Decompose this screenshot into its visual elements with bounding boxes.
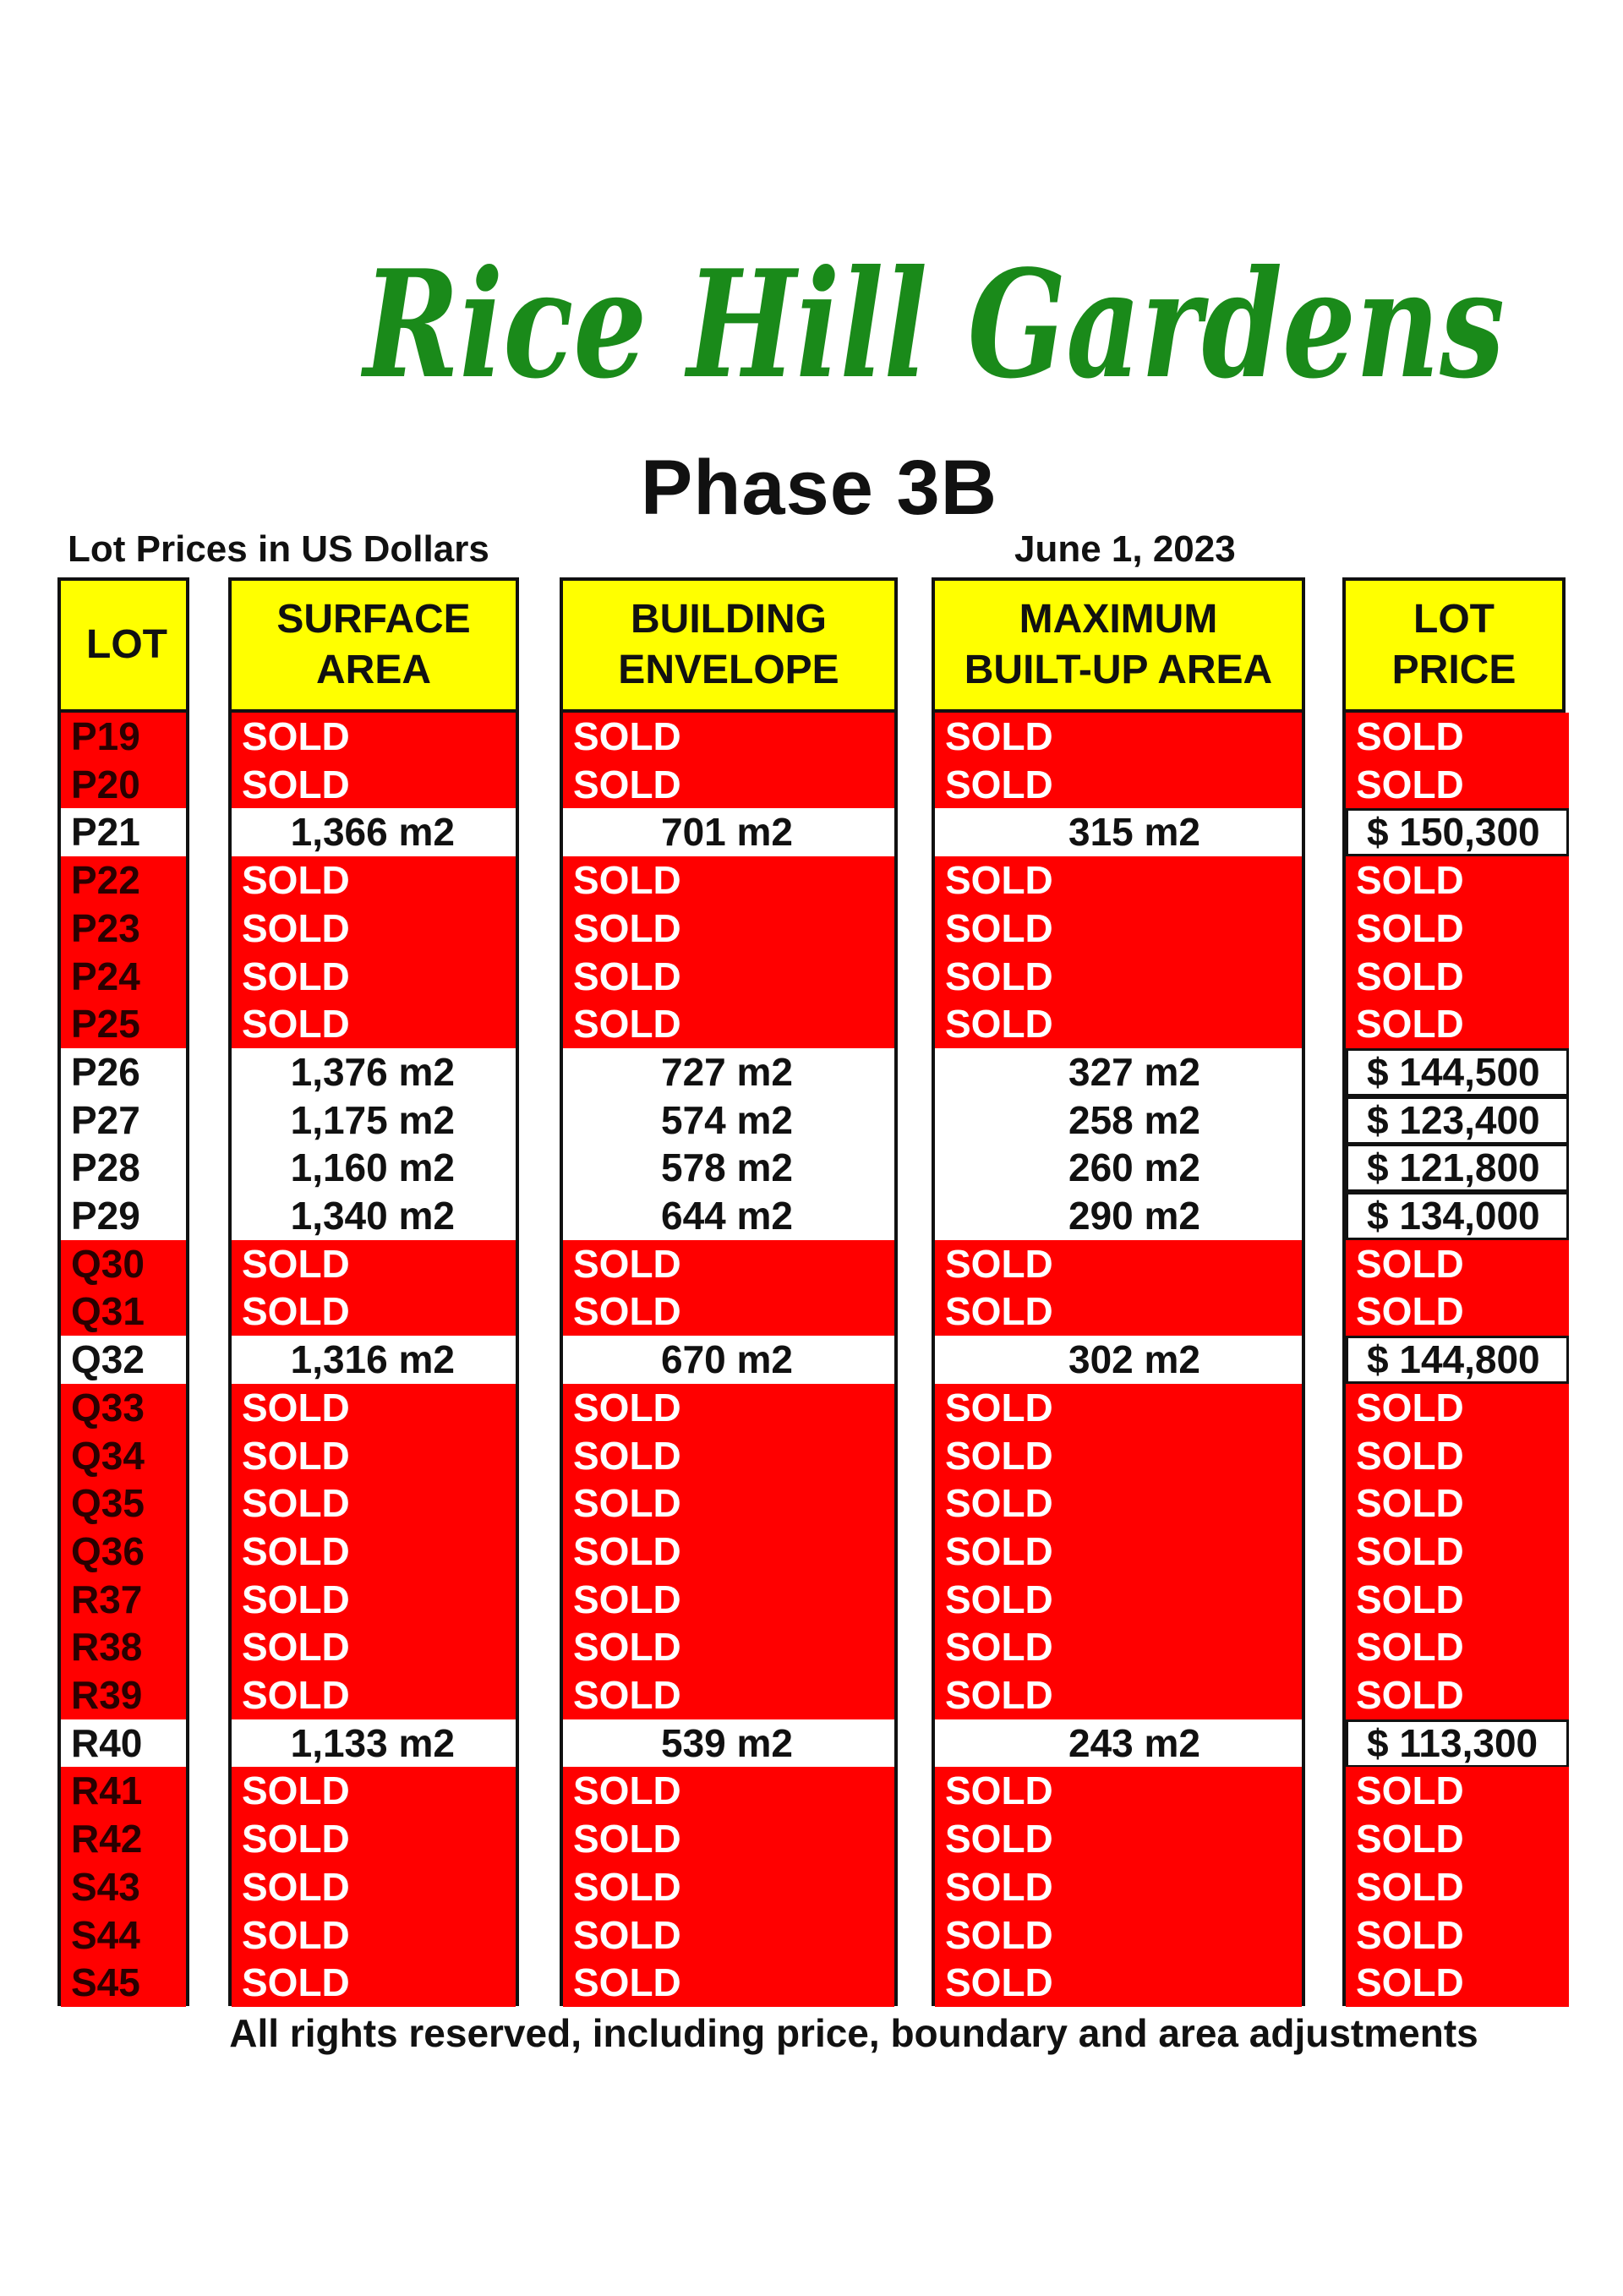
cell-lot: Q36	[61, 1528, 186, 1576]
cell-lot: S45	[61, 1959, 186, 2007]
header-lot-price: LOT PRICE	[1342, 577, 1566, 713]
cell-surface: 1,316 m2	[232, 1336, 516, 1384]
table-row	[0, 1287, 1623, 1336]
cell-surface: 1,340 m2	[232, 1192, 516, 1240]
cell-maximum: SOLD	[935, 1240, 1302, 1288]
table-row	[0, 808, 1623, 856]
cell-surface: SOLD	[232, 856, 516, 905]
cell-building: SOLD	[563, 1911, 894, 1960]
cell-surface: SOLD	[232, 1815, 516, 1863]
table-row	[0, 905, 1623, 953]
cell-price: SOLD	[1346, 953, 1569, 1001]
cell-lot: P21	[61, 808, 186, 856]
cell-building: SOLD	[563, 713, 894, 761]
column-divider	[57, 713, 61, 2006]
table-row	[0, 1048, 1623, 1096]
cell-lot: P23	[61, 905, 186, 953]
table-row	[0, 1911, 1623, 1960]
table-row	[0, 1096, 1623, 1145]
cell-maximum: 315 m2	[935, 808, 1302, 856]
header-lot: LOT	[57, 577, 189, 713]
cell-maximum: 327 m2	[935, 1048, 1302, 1096]
cell-building: SOLD	[563, 1863, 894, 1911]
cell-building: SOLD	[563, 1623, 894, 1671]
cell-surface: SOLD	[232, 953, 516, 1001]
cell-surface: 1,366 m2	[232, 808, 516, 856]
cell-building: SOLD	[563, 1959, 894, 2007]
cell-building: SOLD	[563, 1671, 894, 1719]
table-row	[0, 1623, 1623, 1671]
cell-surface: SOLD	[232, 1959, 516, 2007]
cell-maximum: 260 m2	[935, 1144, 1302, 1192]
cell-lot: Q31	[61, 1287, 186, 1336]
cell-surface: SOLD	[232, 1671, 516, 1719]
cell-maximum: SOLD	[935, 1432, 1302, 1480]
price-currency-note: Lot Prices in US Dollars	[68, 528, 489, 570]
cell-building: SOLD	[563, 1576, 894, 1624]
logo-graphic	[355, 228, 1522, 440]
cell-price: $ 123,400	[1346, 1096, 1569, 1145]
cell-lot: P25	[61, 1000, 186, 1048]
cell-lot: P26	[61, 1048, 186, 1096]
logo-text: Rice Hill Gardens	[360, 238, 1506, 412]
cell-building: SOLD	[563, 1432, 894, 1480]
cell-surface: SOLD	[232, 1287, 516, 1336]
cell-maximum: 258 m2	[935, 1096, 1302, 1145]
cell-building: SOLD	[563, 1384, 894, 1432]
cell-building: 539 m2	[563, 1719, 894, 1768]
cell-surface: 1,376 m2	[232, 1048, 516, 1096]
cell-building: SOLD	[563, 1479, 894, 1528]
table-row	[0, 1479, 1623, 1528]
table-row	[0, 1192, 1623, 1240]
cell-price: SOLD	[1346, 1576, 1569, 1624]
cell-maximum: 302 m2	[935, 1336, 1302, 1384]
cell-surface: SOLD	[232, 761, 516, 809]
table-row	[0, 1671, 1623, 1719]
cell-building: SOLD	[563, 905, 894, 953]
cell-lot: P19	[61, 713, 186, 761]
cell-surface: SOLD	[232, 1384, 516, 1432]
cell-maximum: SOLD	[935, 1671, 1302, 1719]
cell-price: $ 121,800	[1346, 1144, 1569, 1192]
cell-surface: SOLD	[232, 905, 516, 953]
cell-maximum: SOLD	[935, 761, 1302, 809]
cell-maximum: SOLD	[935, 1000, 1302, 1048]
cell-lot: S43	[61, 1863, 186, 1911]
cell-price: SOLD	[1346, 1815, 1569, 1863]
cell-maximum: SOLD	[935, 1623, 1302, 1671]
cell-lot: P20	[61, 761, 186, 809]
cell-building: 670 m2	[563, 1336, 894, 1384]
cell-price: SOLD	[1346, 1911, 1569, 1960]
cell-surface: SOLD	[232, 1000, 516, 1048]
cell-building: SOLD	[563, 1815, 894, 1863]
table-row	[0, 1528, 1623, 1576]
table-row	[0, 1336, 1623, 1384]
cell-lot: Q34	[61, 1432, 186, 1480]
cell-maximum: SOLD	[935, 713, 1302, 761]
cell-price: SOLD	[1346, 1240, 1569, 1288]
table-row	[0, 1384, 1623, 1432]
table-row	[0, 856, 1623, 905]
table-row	[0, 1767, 1623, 1815]
header-maximum-built-up-area: MAXIMUM BUILT-UP AREA	[932, 577, 1305, 713]
header-surface-area: SURFACE AREA	[228, 577, 519, 713]
cell-maximum: SOLD	[935, 1767, 1302, 1815]
cell-surface: 1,175 m2	[232, 1096, 516, 1145]
cell-building: SOLD	[563, 1767, 894, 1815]
cell-building: SOLD	[563, 1000, 894, 1048]
cell-lot: R41	[61, 1767, 186, 1815]
cell-surface: SOLD	[232, 1479, 516, 1528]
table-row	[0, 1863, 1623, 1911]
column-divider	[1302, 713, 1305, 2006]
cell-lot: P22	[61, 856, 186, 905]
cell-price: SOLD	[1346, 761, 1569, 809]
cell-building: 727 m2	[563, 1048, 894, 1096]
cell-lot: R37	[61, 1576, 186, 1624]
cell-price: SOLD	[1346, 1000, 1569, 1048]
cell-price: SOLD	[1346, 1479, 1569, 1528]
column-divider	[516, 713, 519, 2006]
table-row	[0, 1000, 1623, 1048]
cell-building: SOLD	[563, 1240, 894, 1288]
cell-maximum: SOLD	[935, 953, 1302, 1001]
cell-price: SOLD	[1346, 1959, 1569, 2007]
cell-price: $ 150,300	[1346, 808, 1569, 856]
table-row	[0, 1815, 1623, 1863]
cell-price: SOLD	[1346, 1671, 1569, 1719]
page-title: Phase 3B	[640, 445, 998, 531]
cell-lot: Q35	[61, 1479, 186, 1528]
cell-price: SOLD	[1346, 1287, 1569, 1336]
table-row	[0, 953, 1623, 1001]
cell-lot: R42	[61, 1815, 186, 1863]
cell-price: SOLD	[1346, 1384, 1569, 1432]
column-divider	[560, 713, 563, 2006]
cell-surface: SOLD	[232, 1911, 516, 1960]
cell-maximum: SOLD	[935, 1959, 1302, 2007]
cell-maximum: 290 m2	[935, 1192, 1302, 1240]
cell-maximum: SOLD	[935, 1479, 1302, 1528]
cell-maximum: SOLD	[935, 1528, 1302, 1576]
column-divider	[1342, 713, 1346, 2006]
table-row	[0, 1432, 1623, 1480]
cell-lot: P29	[61, 1192, 186, 1240]
cell-price: SOLD	[1346, 905, 1569, 953]
cell-maximum: SOLD	[935, 1287, 1302, 1336]
table-row	[0, 1144, 1623, 1192]
cell-maximum: SOLD	[935, 905, 1302, 953]
column-divider	[228, 713, 232, 2006]
cell-building: 644 m2	[563, 1192, 894, 1240]
cell-price: $ 144,800	[1346, 1336, 1569, 1384]
cell-lot: P28	[61, 1144, 186, 1192]
cell-surface: SOLD	[232, 1528, 516, 1576]
cell-price: SOLD	[1346, 1623, 1569, 1671]
cell-lot: P27	[61, 1096, 186, 1145]
cell-maximum: SOLD	[935, 1863, 1302, 1911]
cell-lot: P24	[61, 953, 186, 1001]
cell-lot: Q30	[61, 1240, 186, 1288]
cell-building: SOLD	[563, 1528, 894, 1576]
cell-price: SOLD	[1346, 1432, 1569, 1480]
cell-surface: SOLD	[232, 1623, 516, 1671]
table-row	[0, 1240, 1623, 1288]
column-divider	[932, 713, 935, 2006]
cell-price: SOLD	[1346, 713, 1569, 761]
cell-surface: SOLD	[232, 1863, 516, 1911]
cell-building: 578 m2	[563, 1144, 894, 1192]
header-building-envelope: BUILDING ENVELOPE	[560, 577, 898, 713]
column-divider	[894, 713, 898, 2006]
footer-disclaimer: All rights reserved, including price, boundary and area adjustments	[229, 2011, 1478, 2055]
cell-lot: R40	[61, 1719, 186, 1768]
cell-lot: S44	[61, 1911, 186, 1960]
price-date: June 1, 2023	[1014, 528, 1236, 570]
rice-hill-gardens-logo	[355, 228, 1522, 440]
cell-price: SOLD	[1346, 1863, 1569, 1911]
cell-lot: R38	[61, 1623, 186, 1671]
cell-lot: Q33	[61, 1384, 186, 1432]
table-row	[0, 761, 1623, 809]
cell-surface: SOLD	[232, 1432, 516, 1480]
cell-maximum: SOLD	[935, 1911, 1302, 1960]
cell-price: SOLD	[1346, 1528, 1569, 1576]
cell-building: SOLD	[563, 761, 894, 809]
cell-building: 574 m2	[563, 1096, 894, 1145]
cell-price: $ 134,000	[1346, 1192, 1569, 1240]
cell-maximum: SOLD	[935, 856, 1302, 905]
cell-surface: SOLD	[232, 1240, 516, 1288]
cell-price: SOLD	[1346, 1767, 1569, 1815]
cell-building: SOLD	[563, 953, 894, 1001]
cell-surface: SOLD	[232, 1576, 516, 1624]
table-row	[0, 1959, 1623, 2007]
column-divider	[186, 713, 189, 2006]
cell-price: $ 144,500	[1346, 1048, 1569, 1096]
cell-maximum: 243 m2	[935, 1719, 1302, 1768]
table-row	[0, 713, 1623, 761]
cell-surface: SOLD	[232, 713, 516, 761]
cell-lot: R39	[61, 1671, 186, 1719]
cell-price: $ 113,300	[1346, 1719, 1569, 1768]
table-row	[0, 1576, 1623, 1624]
table-row	[0, 1719, 1623, 1768]
cell-price: SOLD	[1346, 856, 1569, 905]
cell-building: SOLD	[563, 856, 894, 905]
cell-maximum: SOLD	[935, 1384, 1302, 1432]
cell-surface: 1,133 m2	[232, 1719, 516, 1768]
cell-maximum: SOLD	[935, 1576, 1302, 1624]
cell-building: SOLD	[563, 1287, 894, 1336]
cell-building: 701 m2	[563, 808, 894, 856]
cell-lot: Q32	[61, 1336, 186, 1384]
cell-surface: 1,160 m2	[232, 1144, 516, 1192]
cell-maximum: SOLD	[935, 1815, 1302, 1863]
cell-surface: SOLD	[232, 1767, 516, 1815]
